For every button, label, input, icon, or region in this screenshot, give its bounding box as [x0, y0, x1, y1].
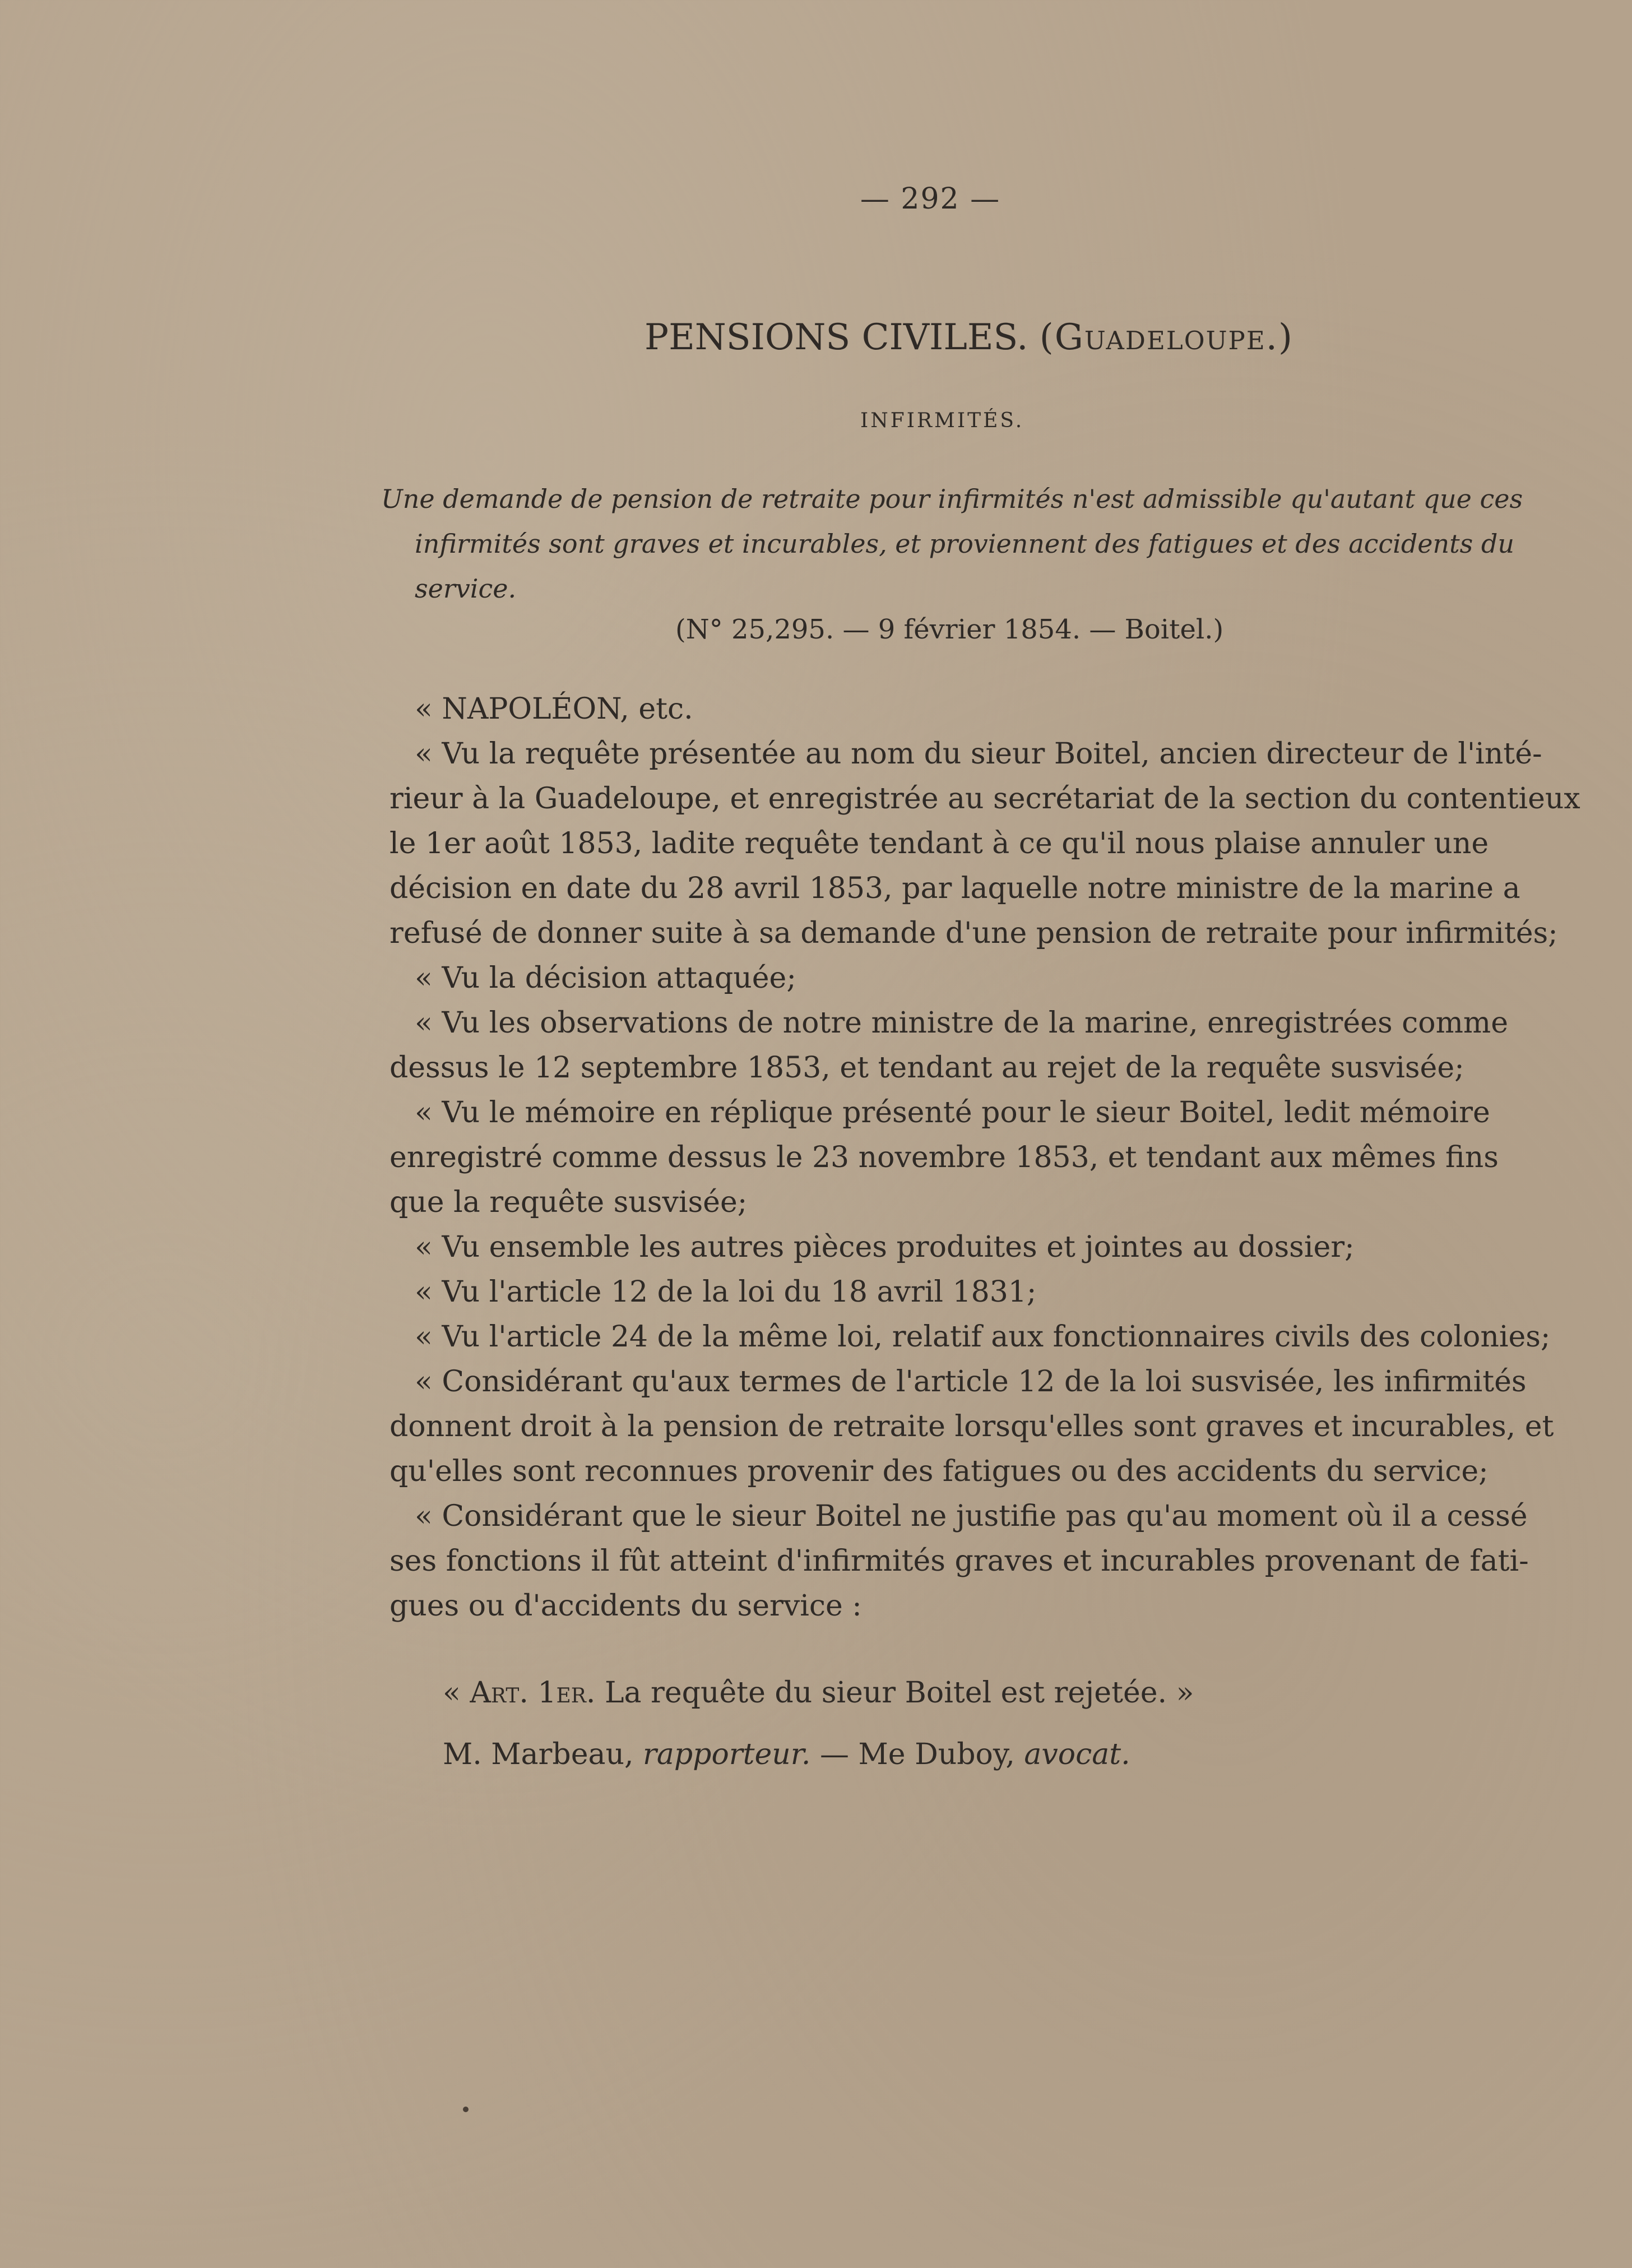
summary-line: infirmités sont graves et incurables, et proviennent des fatigues et des accidents du [415, 529, 1514, 559]
body-line: refusé de donner suite à sa demande d'une pension de retraite pour infirmités; [390, 917, 1558, 950]
body-line: enregistré comme dessus le 23 novembre 1853, et tendant aux mêmes fins [390, 1141, 1499, 1174]
body-line: « Vu le mémoire en réplique présenté pour le sieur Boitel, ledit mémoire [415, 1096, 1490, 1130]
article-line [443, 1676, 1194, 1710]
article-label: « Art. 1er. [443, 1676, 596, 1710]
body-line: qu'elles sont reconnues provenir des fatigues ou des accidents du service; [390, 1455, 1489, 1488]
body-line: « Vu ensemble les autres pièces produites et jointes au dossier; [415, 1230, 1355, 1264]
body-line: que la requête susvisée; [390, 1186, 748, 1219]
signature-line [443, 1738, 1130, 1771]
avocat-role: avocat. [1024, 1738, 1130, 1771]
article-text: La requête du sieur Boitel est rejetée. » [604, 1676, 1194, 1710]
section-title-region: (Guadeloupe.) [1039, 317, 1293, 358]
body-line: « Considérant qu'aux termes de l'article 12 de la loi susvisée, les infirmités [415, 1365, 1527, 1399]
rapporteur-name: M. Marbeau, [443, 1738, 634, 1771]
body-line: ses fonctions il fût atteint d'infirmités graves et incurables provenant de fati- [390, 1544, 1529, 1578]
avocat-name: Me Duboy, [858, 1738, 1015, 1771]
body-line: « Vu les observations de notre ministre de la marine, enregistrées comme [415, 1006, 1508, 1040]
body-line: « Vu la décision attaquée; [415, 961, 796, 995]
separator: — [820, 1738, 849, 1771]
body-line: décision en date du 28 avril 1853, par laquelle notre ministre de la marine a [390, 872, 1520, 905]
body-line: « Vu l'article 24 de la même loi, relatif aux fonctionnaires civils des colonies; [415, 1320, 1551, 1354]
body-line: donnent droit à la pension de retraite lorsqu'elles sont graves et incurables, et [390, 1410, 1554, 1443]
rapporteur-role: rapporteur. [643, 1738, 811, 1771]
paper-speck [463, 2107, 469, 2112]
section-title-main: PENSIONS CIVILES. [645, 317, 1028, 358]
summary-line: service. [415, 573, 517, 604]
body-line: « Considérant que le sieur Boitel ne justifie pas qu'au moment où il a cessé [415, 1499, 1528, 1533]
opening-line: « NAPOLÉON, etc. [415, 692, 693, 726]
body-line: dessus le 12 septembre 1853, et tendant au rejet de la requête susvisée; [390, 1051, 1464, 1085]
subheading: INFIRMITÉS. [860, 409, 1024, 432]
body-line: le 1er août 1853, ladite requête tendant à ce qu'il nous plaise annuler une [390, 827, 1489, 860]
summary-line: Une demande de pension de retraite pour infirmités n'est admissible qu'autant que ces [381, 484, 1523, 514]
body-line: « Vu la requête présentée au nom du sieur Boitel, ancien directeur de l'inté- [415, 737, 1542, 771]
body-line: rieur à la Guadeloupe, et enregistrée au secrétariat de la section du contentieux [390, 782, 1580, 816]
section-title [645, 317, 1293, 358]
page-number: — 292 — [860, 182, 1001, 216]
body-line: gues ou d'accidents du service : [390, 1589, 862, 1623]
summary [381, 476, 1523, 611]
decision-body [390, 687, 1580, 1628]
case-reference: (N° 25,295. — 9 février 1854. — Boitel.) [675, 614, 1224, 645]
body-lines [390, 732, 1580, 1628]
body-line: « Vu l'article 12 de la loi du 18 avril 1831; [415, 1275, 1037, 1309]
